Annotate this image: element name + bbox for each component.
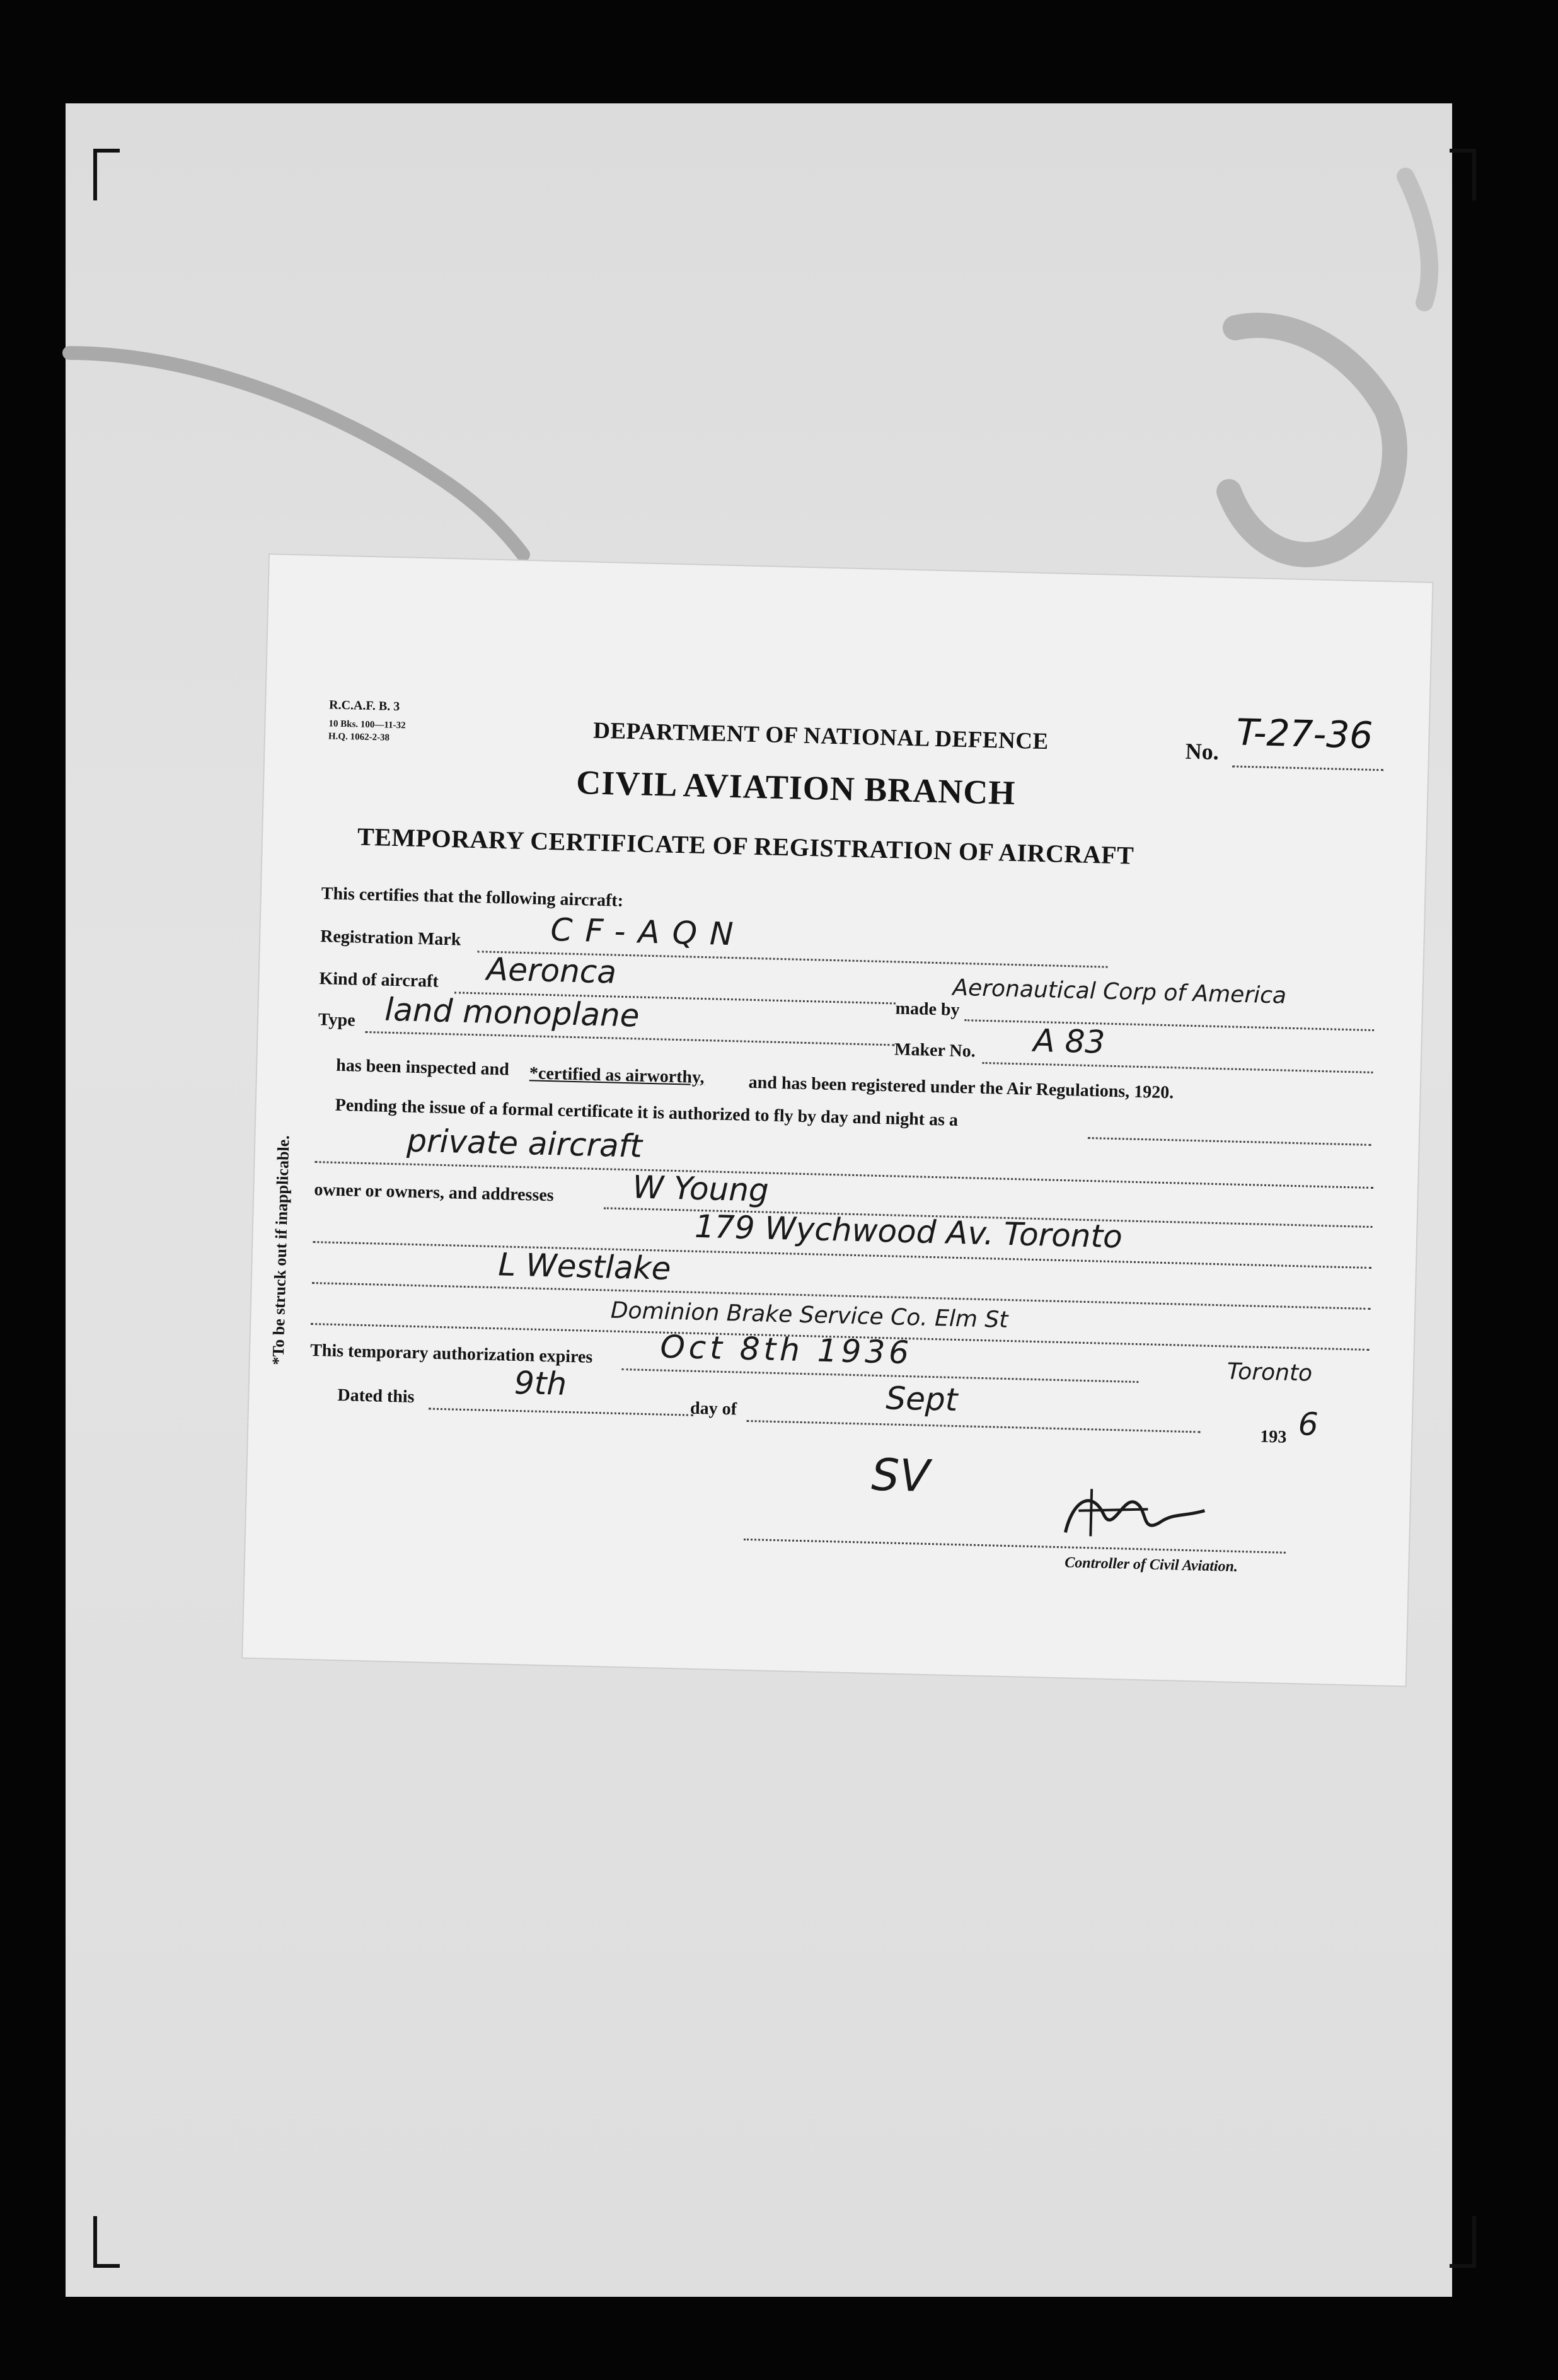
dated-day: 9th (514, 1364, 567, 1402)
dated-month-dots (747, 1419, 1201, 1433)
owner2-city: Toronto (1226, 1358, 1313, 1387)
inspected-prefix: has been inspected and (335, 1055, 510, 1080)
made-by-dots (964, 1018, 1374, 1031)
year-prefix: 193 (1259, 1426, 1287, 1447)
intro-text: This certifies that the following aircraft: (321, 884, 624, 911)
owner1-name: W Young (632, 1169, 770, 1209)
owner2-address: Dominion Brake Service Co. Elm St (610, 1297, 1008, 1333)
number-value: T-27-36 (1235, 710, 1373, 757)
expires-value: Oct 8th 1936 (659, 1328, 913, 1372)
maker-no-label: Maker No. (894, 1039, 976, 1061)
dated-month: Sept (885, 1380, 959, 1419)
owner2-name: L Westlake (497, 1246, 672, 1287)
branch-heading: CIVIL AVIATION BRANCH (575, 763, 1017, 812)
form-hq-ref: H.Q. 1062-2-38 (328, 731, 390, 743)
form-code: R.C.A.F. B. 3 (328, 698, 400, 714)
owners-label: owner or owners, and addresses (314, 1180, 555, 1206)
registration-value: CF-AQN (550, 911, 747, 953)
registration-label: Registration Mark (320, 927, 461, 950)
initials: SV (870, 1448, 930, 1503)
dated-label: Dated this (337, 1385, 415, 1407)
form-print-run: 10 Bks. 100—11-32 (328, 719, 406, 731)
expires-label: This temporary authorization expires (309, 1340, 593, 1367)
certificate-card (243, 555, 1432, 1686)
kind-value: Aeronca (486, 950, 617, 991)
department-heading: DEPARTMENT OF NATIONAL DEFENCE (592, 717, 1049, 755)
pending-text: Pending the issue of a formal certificate it is authorized to fly by day and night as a (335, 1095, 959, 1130)
type-value: land monoplane (384, 991, 640, 1034)
certificate-title: TEMPORARY CERTIFICATE OF REGISTRATION OF AIRCRAFT (357, 822, 1134, 870)
made-by-label: made by (895, 998, 960, 1020)
purpose-value: private aircraft (406, 1122, 643, 1165)
number-dots (1232, 764, 1383, 771)
side-note: *To be struck out if inapplicable. (268, 1135, 293, 1366)
pending-dots (1088, 1136, 1371, 1146)
maker-no-dots (983, 1061, 1373, 1073)
made-by-value: Aeronautical Corp of America (952, 974, 1287, 1009)
inspected-struck: *certified as airworthy, (529, 1063, 705, 1088)
owner1-address: 179 Wychwood Av. Toronto (694, 1208, 1123, 1256)
type-label: Type (318, 1010, 355, 1031)
year-suffix: 6 (1298, 1406, 1319, 1443)
maker-no-value: A 83 (1032, 1022, 1105, 1061)
controller-signature (1053, 1476, 1218, 1549)
number-label: No. (1185, 738, 1220, 765)
day-of-label: day of (690, 1398, 737, 1419)
controller-label: Controller of Civil Aviation. (1064, 1554, 1238, 1576)
dated-day-dots (429, 1407, 693, 1416)
kind-label: Kind of aircraft (319, 969, 439, 991)
inspected-suffix: and has been registered under the Air Regulations, 1920. (748, 1072, 1174, 1103)
